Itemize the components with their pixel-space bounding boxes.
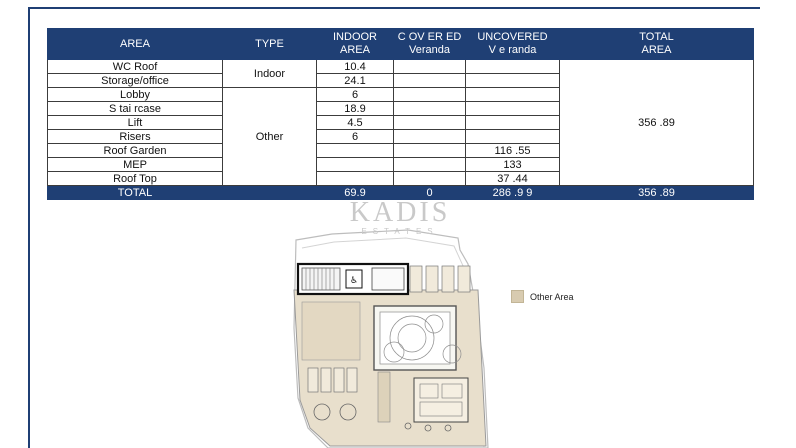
cell-indoor: 4.5	[317, 116, 394, 130]
cell-indoor: 6	[317, 88, 394, 102]
header-total-area: TOTAL AREA	[560, 29, 754, 60]
cell-type-indoor: Indoor	[223, 60, 317, 88]
cell-covered	[394, 116, 466, 130]
cell-uncovered	[466, 88, 560, 102]
cell-uncovered	[466, 102, 560, 116]
cell-area: S tai rcase	[48, 102, 223, 116]
watermark-sub: ESTATES	[361, 227, 439, 236]
table-header-row	[48, 29, 754, 60]
garden-inner	[380, 312, 450, 364]
cell-indoor: 18.9	[317, 102, 394, 116]
cell-indoor: 24.1	[317, 74, 394, 88]
cell-area: Roof Garden	[48, 144, 223, 158]
cell-area: WC Roof	[48, 60, 223, 74]
header-type: TYPE	[223, 29, 317, 60]
cell-uncovered: 37 .44	[466, 172, 560, 186]
cell-area: Lift	[48, 116, 223, 130]
total-total: 356 .89	[560, 186, 754, 200]
wheelchair-symbol: ♿	[350, 276, 359, 286]
cell-covered	[394, 130, 466, 144]
cell-total-area: 356 .89	[560, 60, 754, 186]
cell-area: Lobby	[48, 88, 223, 102]
total-type	[223, 186, 317, 200]
kadis-watermark	[345, 197, 455, 249]
frame-left-line	[28, 7, 30, 448]
sun-loungers-top	[410, 266, 470, 292]
total-covered: 0	[394, 186, 466, 200]
cell-covered	[394, 102, 466, 116]
header-uncovered-veranda: UNCOVERED V e randa	[466, 29, 560, 60]
header-indoor-area: INDOOR AREA	[317, 29, 394, 60]
cell-indoor	[317, 172, 394, 186]
cell-covered	[394, 158, 466, 172]
total-label: TOTAL	[48, 186, 223, 200]
mep-block	[414, 378, 468, 422]
cell-indoor	[317, 158, 394, 172]
roof-floor-plan	[288, 228, 498, 448]
walkway	[378, 372, 390, 422]
cell-uncovered: 116 .55	[466, 144, 560, 158]
cell-area: MEP	[48, 158, 223, 172]
cell-area: Storage/office	[48, 74, 223, 88]
frame-top-line	[28, 7, 760, 9]
total-uncovered: 286 .9 9	[466, 186, 560, 200]
cell-covered	[394, 144, 466, 158]
cell-uncovered	[466, 74, 560, 88]
cell-indoor	[317, 144, 394, 158]
watermark-main: KADIS	[349, 197, 451, 228]
header-covered-veranda: C OV ER ED Veranda	[394, 29, 466, 60]
cell-covered	[394, 74, 466, 88]
cell-covered	[394, 88, 466, 102]
cell-uncovered	[466, 60, 560, 74]
cell-uncovered: 133	[466, 158, 560, 172]
roof-top-area	[302, 302, 360, 360]
cell-covered	[394, 172, 466, 186]
total-indoor: 69.9	[317, 186, 394, 200]
cell-indoor: 6	[317, 130, 394, 144]
cell-covered	[394, 60, 466, 74]
table-row	[48, 60, 754, 74]
cell-type-other: Other	[223, 88, 317, 186]
cell-uncovered	[466, 130, 560, 144]
cell-area: Roof Top	[48, 172, 223, 186]
area-table	[47, 28, 754, 200]
legend	[511, 290, 574, 303]
cell-uncovered	[466, 116, 560, 130]
cell-indoor: 10.4	[317, 60, 394, 74]
header-area: AREA	[48, 29, 223, 60]
cell-area: Risers	[48, 130, 223, 144]
legend-swatch-other-area	[511, 290, 524, 303]
legend-label: Other Area	[530, 291, 574, 302]
wc-room	[372, 268, 404, 290]
